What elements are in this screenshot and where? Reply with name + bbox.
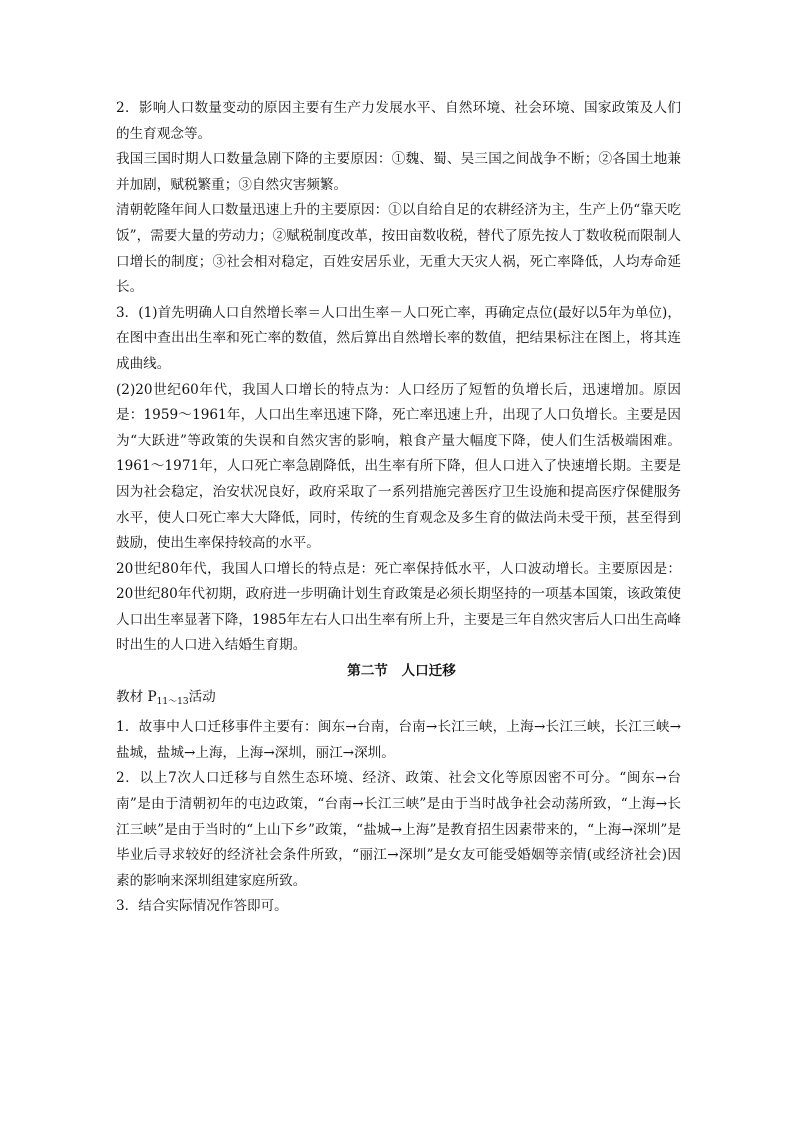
- paragraph-migration-causes: 2．以上7次人口迁移与自然生态环境、经济、政策、社会文化等原因密不可分。“闽东→台南”是由于清朝初年的屯边政策，“台南→长江三峡”是由于当时战争社会动荡所致，“上海→长江三峡”是由于当时的“上山下乡”政策，“盐城→上海”是教育招生因素带来的，“上海→深圳”是毕业后寻求较好的经济社会条件所致，“丽江→深圳”是女友可能受婚姻等亲情(或经济社会)因素的影响来深圳组建家庭所致。: [116, 770, 681, 889]
- section-title: 第二节 人口迁移: [347, 663, 456, 680]
- paragraph-growth-rate-method: 3．(1)首先明确人口自然增长率＝人口出生率－人口死亡率，再确定点位(最好以5年为单位)，在图中查出出生率和死亡率的数值，然后算出自然增长率的数值，把结果标注在图上，将其连成曲线。: [116, 304, 681, 372]
- paragraph-qianlong: 清朝乾隆年间人口数量迅速上升的主要原因：①以自给自足的农耕经济为主，生产上仍“靠天吃饭”，需要大量的劳动力；②赋税制度改革，按田亩数收税，替代了原先按人丁数收税而限制人口增长的制度；③社会相对稳定，百姓安居乐业，无重大天灾人祸，死亡率降低，人均寿命延长。: [116, 202, 681, 296]
- paragraph-three-kingdoms: 我国三国时期人口数量急剧下降的主要原因：①魏、蜀、吴三国之间战争不断；②各国土地兼并加剧，赋税繁重；③自然灾害频繁。: [116, 151, 681, 193]
- paragraph-migration-events: 1．故事中人口迁移事件主要有：闽东→台南，台南→长江三峡，上海→长江三峡，长江三峡→盐城，盐城→上海，上海→深圳，丽江→深圳。: [116, 719, 681, 761]
- document-body: [116, 96, 681, 920]
- paragraph-1980s: 20世纪80年代，我国人口增长的特点是：死亡率保持低水平，人口波动增长。主要原因是：20世纪80年代初期，政府进一步明确计划生育政策是必须长期坚持的一项基本国策，该政策使人口出生率显著下降，1985年左右人口出生率有所上升，主要是三年自然灾害后人口出生高峰时出生的人口进入结婚生育期。: [116, 560, 681, 654]
- textbook-ref-pages: 11～13: [156, 696, 189, 707]
- textbook-ref-prefix: 教材 P: [116, 688, 157, 705]
- paragraph-factors: 2．影响人口数量变动的原因主要有生产力发展水平、自然环境、社会环境、国家政策及人们的生育观念等。: [116, 100, 681, 142]
- textbook-ref-suffix: 活动: [188, 688, 216, 705]
- paragraph-answer-note: 3．结合实际情况作答即可。: [116, 898, 288, 915]
- textbook-reference: [116, 685, 681, 716]
- paragraph-1960s: (2)20世纪60年代，我国人口增长的特点为：人口经历了短暂的负增长后，迅速增加。原因是：1959～1961年，人口出生率迅速下降，死亡率迅速上升，出现了人口负增长。主要是因为“大跃进”等政策的失误和自然灾害的影响，粮食产量大幅度下降，使人们生活极端困难。1961～1971年，人口死亡率急剧降低，出生率有所下降，但人口进入了快速增长期。主要是因为社会稳定，治安状况良好，政府采取了一系列措施完善医疗卫生设施和提高医疗保健服务水平，使人口死亡率大大降低，同时，传统的生育观念及多生育的做法尚未受干预，甚至得到鼓励，使出生率保持较高的水平。: [116, 381, 681, 552]
